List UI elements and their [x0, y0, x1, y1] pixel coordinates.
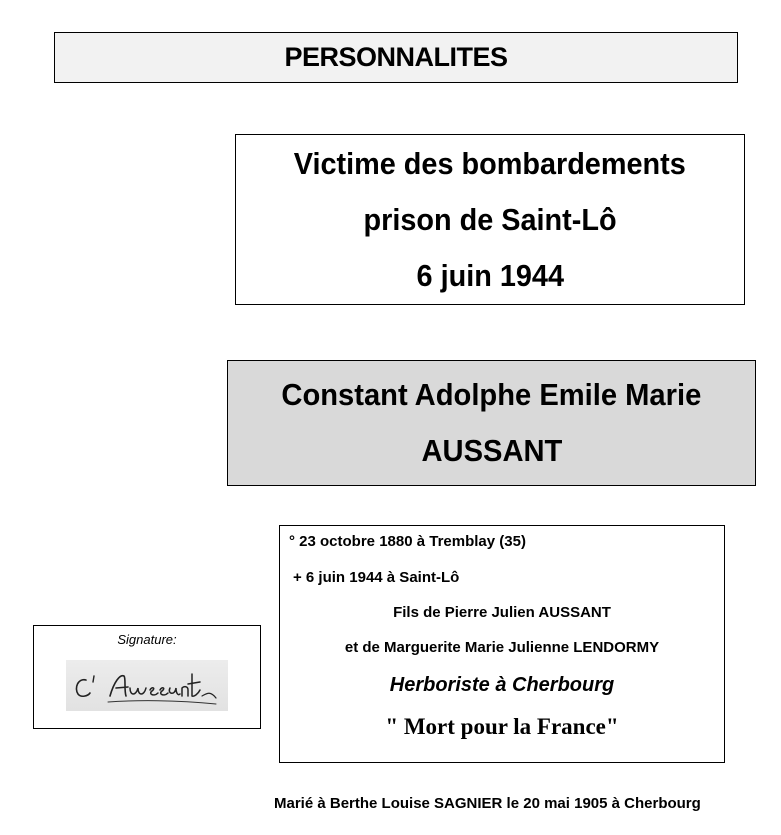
signature-label: Signature:: [117, 632, 177, 647]
event-line-3: 6 juin 1944: [416, 257, 564, 293]
header-box: [54, 32, 738, 83]
father-line: Fils de Pierre Julien AUSSANT: [393, 604, 611, 621]
mother-line: et de Marguerite Marie Julienne LENDORMY: [344, 639, 660, 656]
death-line: + 6 juin 1944 à Saint-Lô: [293, 569, 460, 586]
person-name-box: [227, 360, 756, 486]
handwritten-signature-icon: [66, 660, 228, 711]
signature-image: [66, 660, 228, 711]
event-line-2: prison de Saint-Lô: [363, 201, 617, 237]
signature-box: [33, 625, 261, 729]
profession-line: Herboriste à Cherbourg: [389, 674, 615, 696]
birth-line: ° 23 octobre 1880 à Tremblay (35): [289, 533, 526, 550]
event-line-1: Victime des bombardements: [293, 145, 686, 181]
details-box: [279, 525, 725, 763]
event-box: [235, 134, 745, 305]
person-given-names: Constant Adolphe Emile Marie: [281, 377, 702, 412]
page-title: PERSONNALITES: [284, 42, 508, 72]
person-surname: AUSSANT: [421, 433, 562, 468]
mention-line: " Mort pour la France": [385, 714, 619, 739]
marriage-line: Marié à Berthe Louise SAGNIER le 20 mai 1905 à Cherbourg: [274, 795, 701, 812]
